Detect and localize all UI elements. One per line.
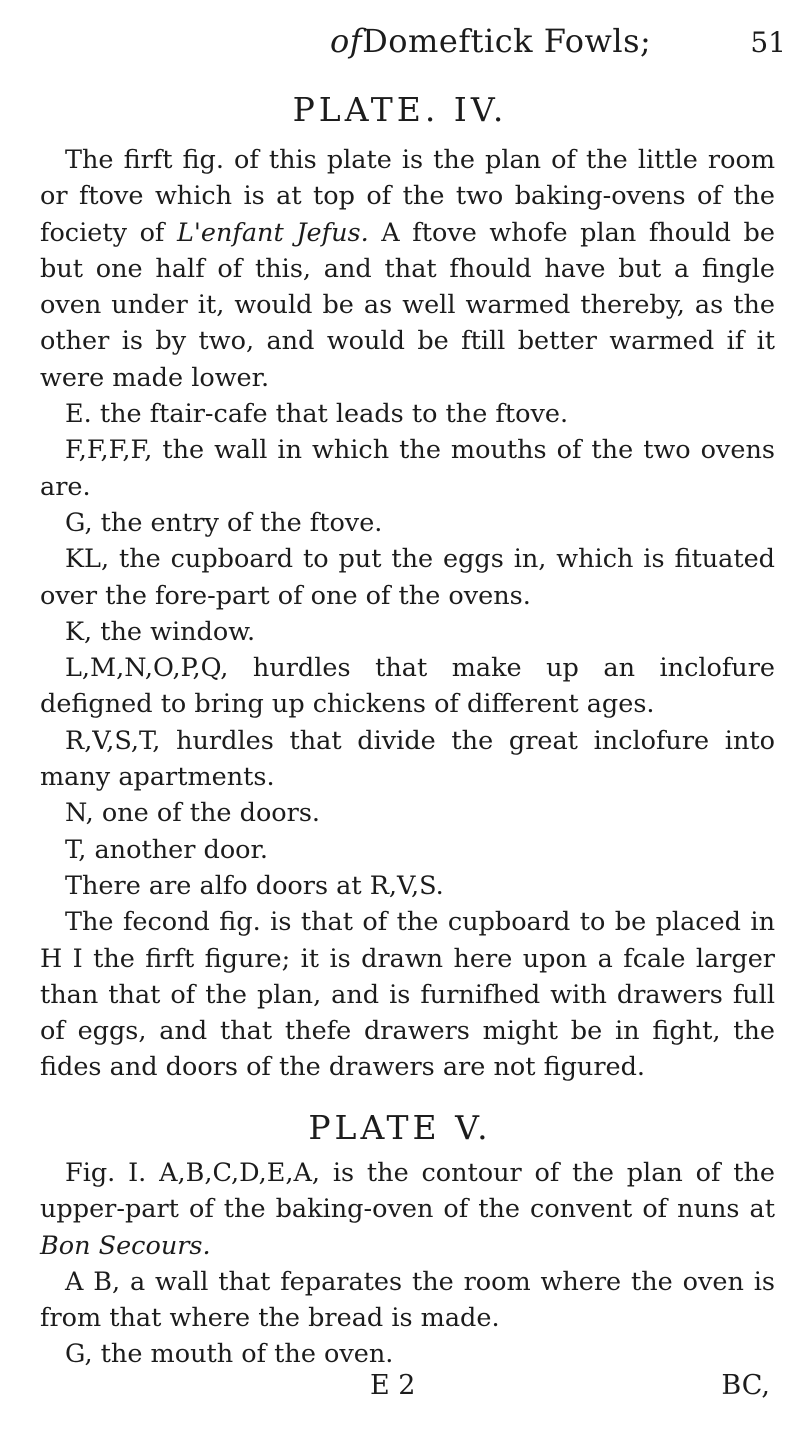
paragraph-text: KL, the cupboard to put the eggs in, which is fituated over the fore-part of one of the ovens. [40,544,775,611]
catchword: BC, [721,1370,770,1401]
paragraph [40,614,775,650]
paragraph-text: G, the mouth of the oven. [65,1339,394,1370]
paragraph [40,505,775,541]
page-footer [0,1370,800,1410]
paragraph-text: L,M,N,O,P,Q, hurdles that make up an inclofure defigned to bring up chickens of different ages. [40,653,775,720]
page-header [0,8,800,68]
plate-v-heading: PLATE V. [308,1108,492,1147]
paragraph [40,142,775,396]
paragraph-text: The fecond fig. is that of the cupboard to be placed in H I the firft figure; it is drawn here upon a fcale larger than that of the plan, and is furnifhed with drawers full of eggs, and that thefe drawers might be in fight, the fides and doors of the drawers are not figured. [40,907,775,1083]
paragraph [40,868,775,904]
paragraph [40,832,775,868]
paragraph-text: N, one of the doors. [65,798,321,829]
plate-iv-body [40,142,775,1086]
paragraph-text: Fig. I. A,B,C,D,E,A, is the contour of the plan of the upper-part of the baking-oven of the convent of nuns at [40,1158,775,1225]
paragraph-text: E. the ftair-cafe that leads to the ftove. [65,399,569,430]
plate-iv-heading: PLATE. IV. [292,90,508,129]
paragraph-text: The firft fig. of this plate is the plan of the little room or ftove which is at top of the two baking-ovens of the fociety of [40,145,775,248]
paragraph [40,795,775,831]
paragraph [40,541,775,614]
running-head-title: Domeftick Fowls; [362,22,652,60]
paragraph-text: G, the entry of the ftove. [65,507,383,538]
paragraph [40,432,775,505]
paragraph-text: T, another door. [65,834,269,865]
paragraph [40,650,775,723]
paragraph [40,904,775,1085]
running-head [330,22,651,60]
paragraph-text: K, the window. [65,616,256,647]
paragraph-text: There are alfo doors at R,V,S. [65,870,444,901]
italic-name: L'enfant Jefus. [176,217,369,248]
paragraph-text: R,V,S,T, hurdles that divide the great inclofure into many apartments. [40,725,775,793]
paragraph-text: A B, a wall that feparates the room where the oven is from that where the bread is made. [40,1266,775,1334]
paragraph [40,1155,775,1264]
signature-mark: E 2 [370,1370,416,1401]
italic-name: Bon Secours. [40,1230,211,1261]
running-head-prefix: of [330,22,363,60]
paragraph [40,396,775,432]
page-number: 51 [750,26,786,59]
paragraph [40,1336,775,1372]
plate-v-body [40,1155,775,1373]
paragraph [40,723,775,796]
paragraph [40,1264,775,1337]
paragraph-text: F,F,F,F, the wall in which the mouths of the two ovens are. [40,435,775,502]
paragraph-text-continued: A ftove whofe plan fhould be but one half of this, and that fhould have but a fingle oven under it, would be as well warmed thereby, as the other is by two, and would be ftill better warmed if it were made lower. [40,217,775,393]
